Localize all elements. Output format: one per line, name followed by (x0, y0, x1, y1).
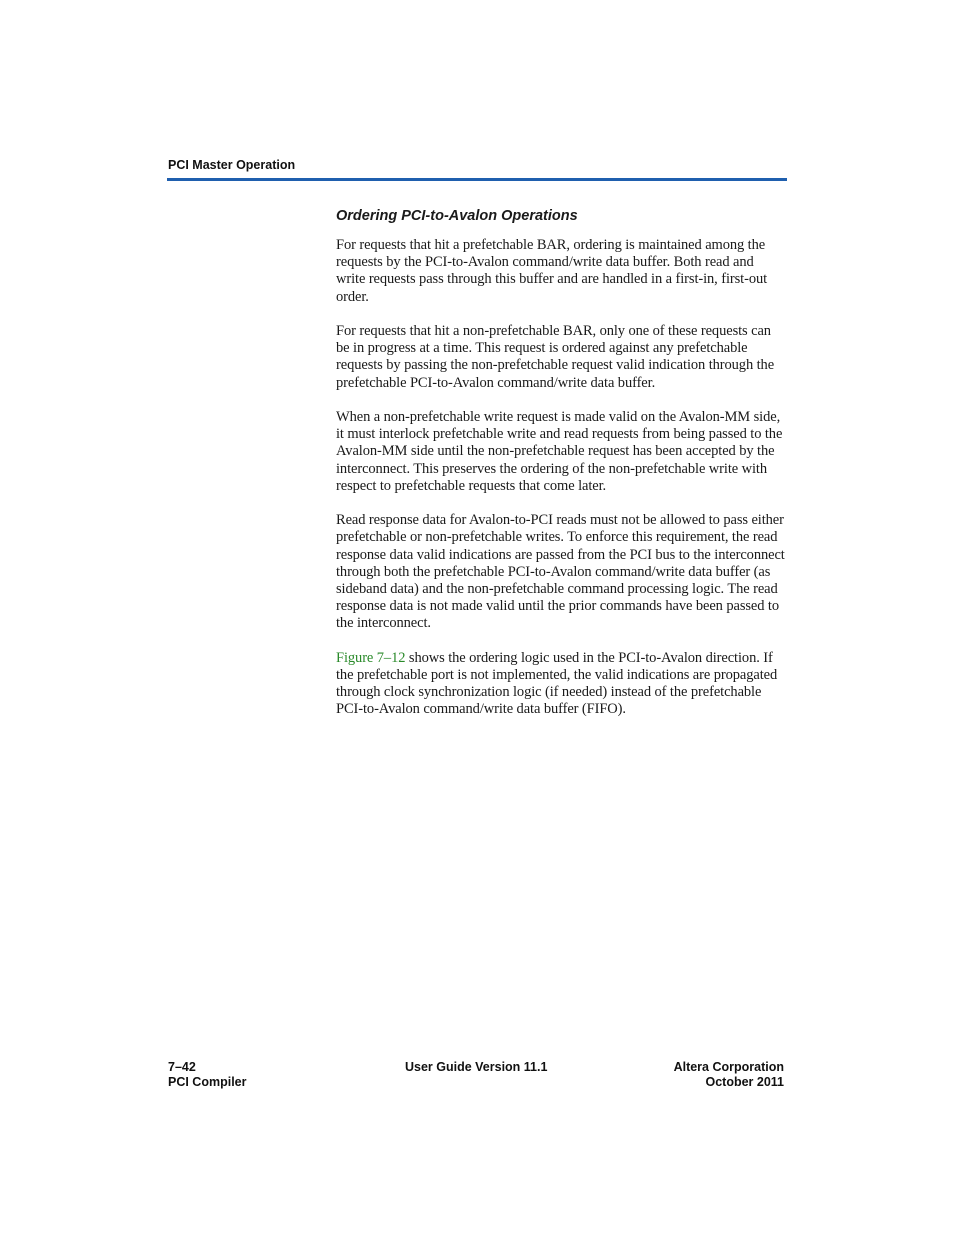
product-name: PCI Compiler (168, 1075, 247, 1089)
company-name: Altera Corporation (673, 1060, 784, 1074)
header-rule (167, 178, 787, 181)
figure-link[interactable]: Figure 7–12 (336, 649, 406, 666)
paragraph-figure-reference (336, 650, 786, 719)
page-number: 7–42 (168, 1060, 196, 1074)
paragraph-write-interlock: When a non-prefetchable write request is made valid on the Avalon-MM side, it must interlock prefetchable write and read requests from being passed to the Avalon-MM side until the non-prefetchable request has been accepted by the interconnect. This preserves the ordering of the non-prefetchable write with respect to prefetchable requests that come later. (336, 409, 783, 494)
paragraph-read-response: Read response data for Avalon-to-PCI reads must not be allowed to pass either prefetchable or non-prefetchable writes. To enforce this requirement, the read response data valid indications are passed from the PCI bus to the interconnect through both the prefetchable PCI-to-Avalon command/write data buffer (as sideband data) and the non-prefetchable command processing logic. The read response data is not made valid until the prior commands have been passed to the interconnect. (336, 512, 785, 632)
running-header-title: PCI Master Operation (168, 158, 296, 172)
footer-left (168, 1060, 247, 1090)
paragraph-prefetchable-ordering: For requests that hit a prefetchable BAR, ordering is maintained among the requests by the PCI-to-Avalon command/write data buffer. Both read and write requests pass through this buffer and are handled in a first-in, first-out order. (336, 237, 768, 305)
paragraph-non-prefetchable-ordering: For requests that hit a non-prefetchable BAR, only one of these requests can be in progress at a time. This request is ordered against any prefetchable requests by passing the non-prefetchable request valid indication through the prefetchable PCI-to-Avalon command/write data buffer. (336, 323, 775, 391)
section-heading: Ordering PCI-to-Avalon Operations (336, 208, 578, 224)
publication-date: October 2011 (705, 1075, 784, 1089)
guide-version: User Guide Version 11.1 (405, 1060, 548, 1074)
section-content (336, 206, 786, 736)
footer-right (600, 1060, 784, 1090)
footer-center (405, 1060, 547, 1075)
figure-reference-text: shows the ordering logic used in the PCI-to-Avalon direction. If the prefetchable port is not implemented, the valid indications are propagated through clock synchronization logic (if needed) instead of the prefetchable PCI-to-Avalon command/write data buffer (FIFO). (336, 649, 778, 718)
